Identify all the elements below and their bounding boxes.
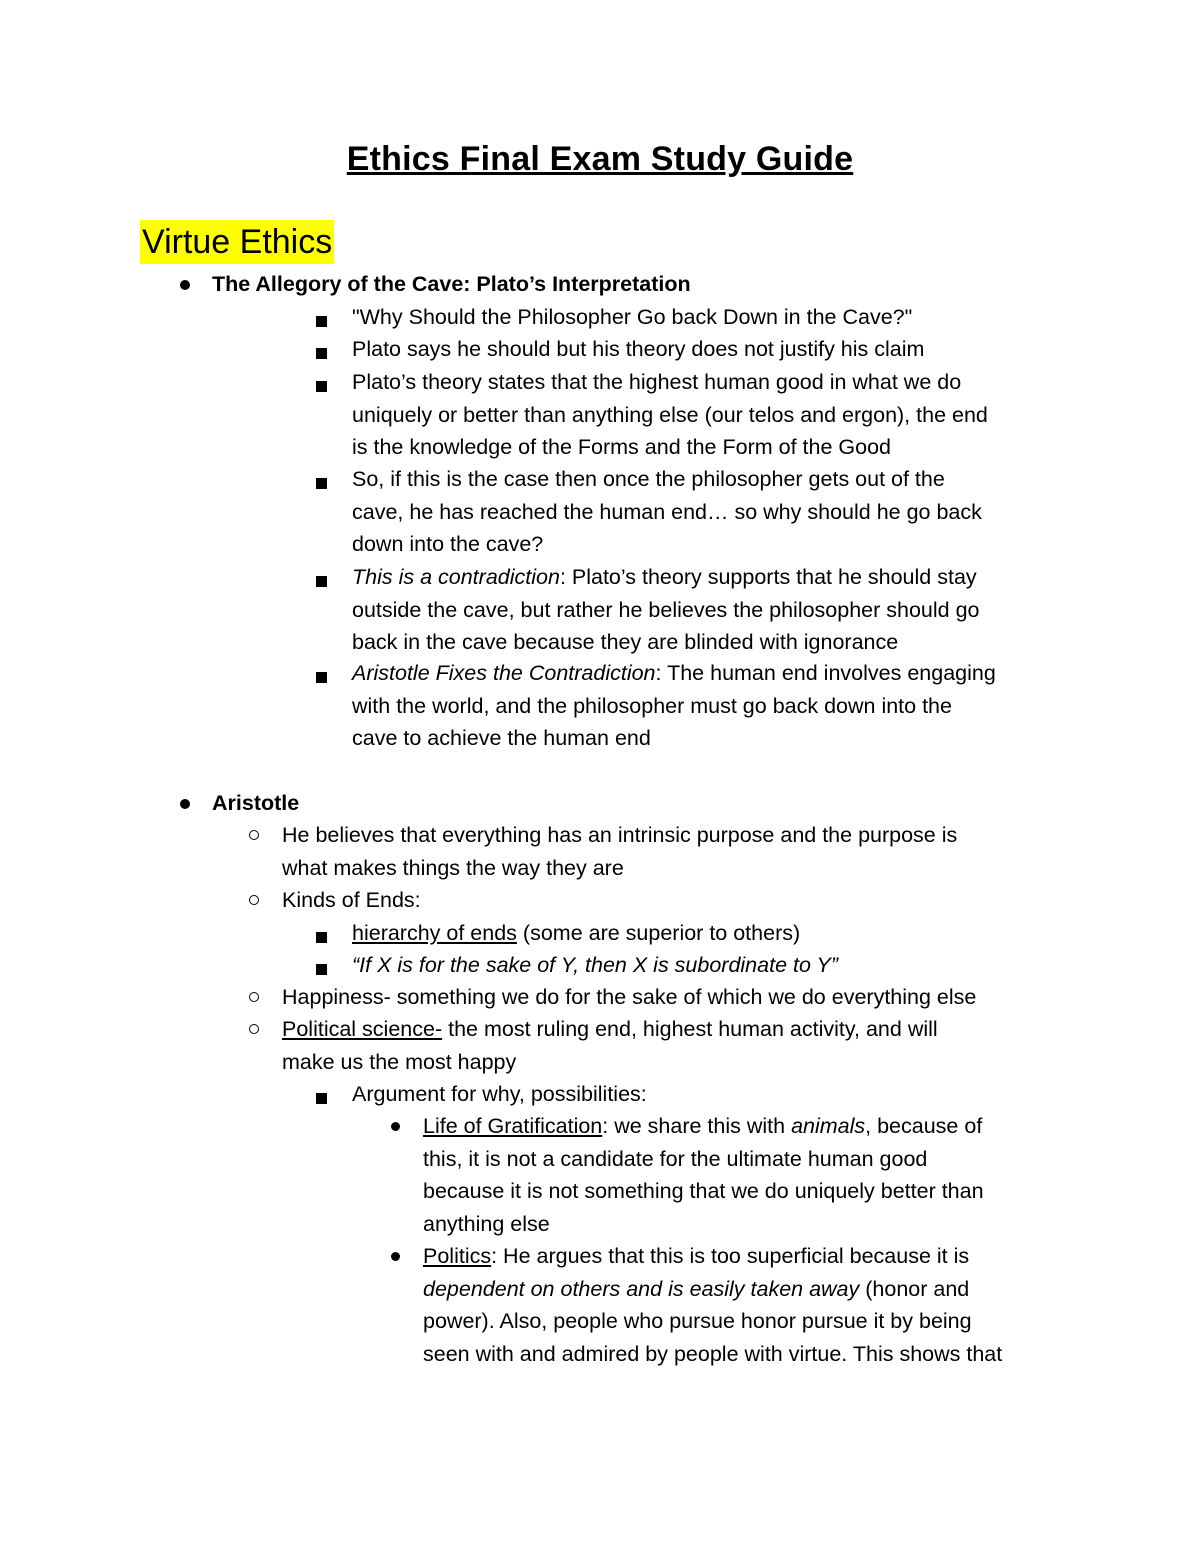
bullet-circle [249,1024,259,1034]
bullet-disc [391,1122,400,1131]
bullet-disc [180,799,190,809]
list-item: Political science- the most ruling end, highest human activity, and will make us the most happy [282,1017,938,1074]
bullet-square [316,381,327,392]
bullet-circle [249,895,259,905]
list-item: Plato says he should but his theory does not justify his claim [352,337,925,361]
cave-heading: The Allegory of the Cave: Plato’s Interpretation [212,272,691,296]
list-item: So, if this is the case then once the philosopher gets out of the cave, he has reached the human end… so why should he go back down into the cave? [352,467,982,556]
bullet-square [316,348,327,359]
list-item: hierarchy of ends (some are superior to others) [352,921,801,945]
bullet-square [316,932,327,943]
list-item: This is a contradiction: Plato’s theory supports that he should stay outside the cave, but rather he believes the philosopher should go back in the cave because they are blinded with ignorance [352,565,980,654]
list-item: Life of Gratification: we share this with animals, because of this, it is not a candidate for the ultimate human good because it is not something that we do uniquely better than anything else [423,1114,984,1236]
bullet-circle [249,992,259,1002]
section-heading: Virtue Ethics [140,220,334,264]
list-item: Aristotle Fixes the Contradiction: The human end involves engaging with the world, and the philosopher must go back down into the cave to achieve the human end [352,661,996,750]
list-item: Plato’s theory states that the highest human good in what we do uniquely or better than anything else (our telos and ergon), the end is the knowledge of the Forms and the Form of the Good [352,370,988,459]
list-item: Argument for why, possibilities: [352,1082,647,1106]
bullet-square [316,478,327,489]
bullet-square [316,316,327,327]
bullet-square [316,964,327,975]
bullet-disc [180,280,190,290]
aristotle-heading: Aristotle [212,791,300,815]
list-item: “If X is for the sake of Y, then X is subordinate to Y” [352,953,839,977]
bullet-disc [391,1252,400,1261]
bullet-circle [249,830,259,840]
list-item: "Why Should the Philosopher Go back Down in the Cave?" [352,305,913,329]
list-item: Politics: He argues that this is too superficial because it is dependent on others and is easily taken away (honor and power). Also, people who pursue honor pursue it by being seen with and admired by people with virtue. This shows that [423,1244,1003,1366]
document-title: Ethics Final Exam Study Guide [346,140,854,178]
bullet-square [316,1093,327,1104]
list-item: Kinds of Ends: [282,888,421,912]
bullet-square [316,576,327,587]
list-item: Happiness- something we do for the sake of which we do everything else [282,985,977,1009]
list-item: He believes that everything has an intrinsic purpose and the purpose is what makes things the way they are [282,823,958,880]
bullet-square [316,672,327,683]
